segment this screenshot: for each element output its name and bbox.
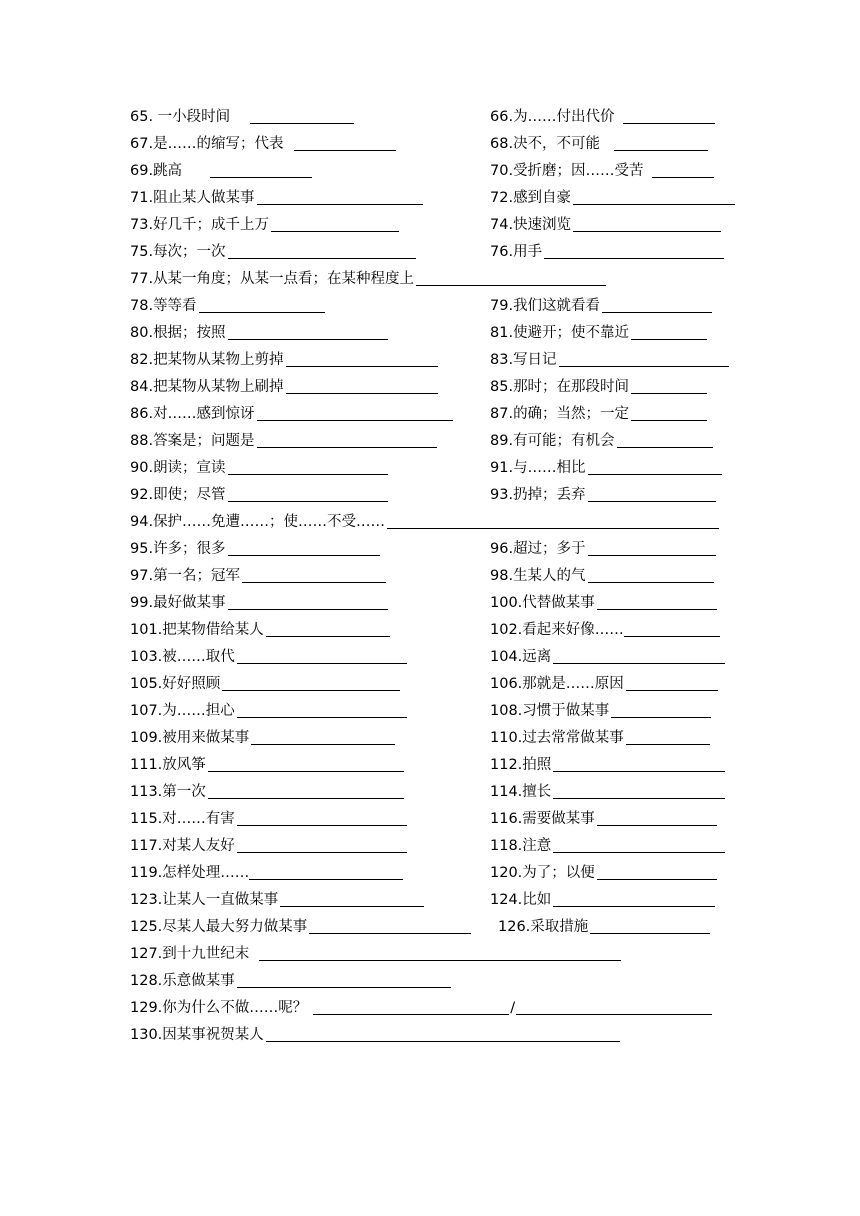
answer-blank[interactable] [631,420,707,421]
item-number: 110. [490,730,523,746]
item-number: 85. [490,379,514,395]
list-item [130,748,404,775]
answer-blank[interactable] [553,798,725,799]
item-text: 决不，不可能 [513,136,601,152]
item-number: 76. [490,244,514,260]
item-number: 86. [130,406,154,422]
answer-blank[interactable] [286,366,438,367]
item-text: 生某人的气 [513,568,586,584]
item-text: 从某一角度；从某一点看；在某种程度上 [153,271,415,287]
item-text: 那时；在那段时间 [513,379,630,395]
item-text: 为……担心 [162,703,235,719]
item-text: 把某物从某物上刷掉 [153,379,284,395]
answer-blank[interactable] [237,852,407,853]
item-number: 107. [130,703,163,719]
list-item [490,397,707,424]
item-number: 77. [130,271,154,287]
answer-blank[interactable] [313,1014,509,1015]
item-number: 73. [130,217,154,233]
answer-blank[interactable] [516,1014,712,1015]
list-item [130,613,390,640]
list-item [130,964,451,991]
item-number: 70. [490,163,514,179]
answer-blank[interactable] [590,933,710,934]
list-item [490,451,722,478]
item-number: 74. [490,217,514,233]
list-item [130,667,400,694]
item-text: 等等看 [153,298,197,314]
answer-blank[interactable] [257,204,423,205]
answer-blank[interactable] [597,609,717,610]
list-item [490,775,725,802]
item-number: 119. [130,865,163,881]
list-item [490,613,720,640]
slash-separator: / [510,1000,516,1016]
item-number: 68. [490,136,514,152]
item-text: 第一次 [162,784,206,800]
item-number: 87. [490,406,514,422]
item-text: 有可能；有机会 [513,433,615,449]
answer-blank[interactable] [257,447,437,448]
item-text: 习惯于做某事 [522,703,610,719]
item-number: 102. [490,622,523,638]
item-text: 用手 [513,244,543,260]
list-item [130,505,719,532]
answer-blank[interactable] [588,474,722,475]
item-number: 123. [130,892,163,908]
answer-blank[interactable] [652,177,714,178]
item-number: 92. [130,487,154,503]
list-item [130,127,396,154]
item-number: 126. [498,919,531,935]
item-text: 那就是……原因 [522,676,624,692]
item-text: 过去常常做某事 [522,730,624,746]
item-text: 朗读；宣读 [153,460,226,476]
answer-blank[interactable] [228,609,388,610]
item-number: 72. [490,190,514,206]
item-number: 98. [490,568,514,584]
item-text: 保护……免遭……；使……不受…… [153,514,386,530]
answer-blank[interactable] [250,123,354,124]
answer-blank[interactable] [237,717,407,718]
item-text: 看起来好像…… [522,622,624,638]
answer-blank[interactable] [271,231,399,232]
list-item [490,721,710,748]
item-text: 为……付出代价 [513,109,615,125]
answer-blank[interactable] [626,690,718,691]
item-text: 好几千；成千上万 [153,217,270,233]
item-text: 最好做某事 [153,595,226,611]
list-item [490,532,716,559]
answer-blank[interactable] [286,393,438,394]
item-text: 因某事祝贺某人 [162,1027,264,1043]
item-number: 66. [490,109,514,125]
answer-blank[interactable] [237,825,407,826]
item-text: 快速浏览 [513,217,572,233]
item-number: 106. [490,676,523,692]
list-item [130,883,424,910]
list-item [130,721,395,748]
answer-blank[interactable] [553,906,715,907]
item-number: 95. [130,541,154,557]
answer-blank[interactable] [257,420,453,421]
answer-blank[interactable] [237,987,451,988]
list-item [490,559,714,586]
item-number: 120. [490,865,523,881]
item-text: 使避开；使不靠近 [513,325,630,341]
item-text: 好好照顾 [162,676,221,692]
list-item [130,262,606,289]
item-text: 远离 [522,649,552,665]
item-text: 与……相比 [513,460,586,476]
list-item [490,370,707,397]
list-item [490,127,708,154]
item-number: 89. [490,433,514,449]
answer-blank[interactable] [626,744,710,745]
answer-blank[interactable] [602,312,712,313]
item-text: 扔掉；丢弃 [513,487,586,503]
answer-blank[interactable] [294,150,396,151]
list-item [130,424,437,451]
list-item [130,154,312,181]
answer-blank[interactable] [553,852,725,853]
item-number: 101. [130,622,163,638]
list-item [130,181,423,208]
answer-blank[interactable] [617,447,713,448]
item-number: 80. [130,325,154,341]
answer-blank[interactable] [597,879,717,880]
list-item [130,856,403,883]
list-item [490,100,715,127]
answer-blank[interactable] [228,555,380,556]
list-item [130,910,471,937]
item-number: 96. [490,541,514,557]
item-number: 114. [490,784,523,800]
list-item [130,802,407,829]
item-number: 82. [130,352,154,368]
item-text: 放风筝 [162,757,206,773]
item-number: 117. [130,838,163,854]
item-number: 93. [490,487,514,503]
answer-blank[interactable] [251,744,395,745]
item-text: 乐意做某事 [162,973,235,989]
list-item [130,208,399,235]
item-number: 100. [490,595,523,611]
item-number: 84. [130,379,154,395]
list-item [130,316,388,343]
item-number: 116. [490,811,523,827]
item-text: 擅长 [522,784,552,800]
list-item [130,829,407,856]
list-item [130,694,407,721]
answer-blank[interactable] [631,339,707,340]
answer-blank[interactable] [266,636,390,637]
answer-blank[interactable] [544,258,724,259]
item-number: 67. [130,136,154,152]
answer-blank[interactable] [242,582,386,583]
item-number: 103. [130,649,163,665]
answer-blank[interactable] [553,663,725,664]
item-text: 超过；多于 [513,541,586,557]
answer-blank[interactable] [631,393,707,394]
list-item [130,478,388,505]
item-text: 阻止某人做某事 [153,190,255,206]
item-text: 对……感到惊讶 [153,406,255,422]
item-text: 受折磨；因……受苦 [513,163,644,179]
answer-blank[interactable] [208,771,404,772]
answer-blank[interactable] [624,636,720,637]
item-number: 128. [130,973,163,989]
item-text: 你为什么不做……呢？ [162,1000,308,1016]
item-number: 90. [130,460,154,476]
item-text: 需要做某事 [522,811,595,827]
item-number: 129. [130,1000,163,1016]
list-item [490,154,714,181]
item-text: 怎样处理…… [162,865,250,881]
list-item [490,208,721,235]
answer-blank[interactable] [208,798,404,799]
answer-blank[interactable] [237,663,407,664]
answer-blank[interactable] [210,177,312,178]
item-text: 是……的缩写；代表 [153,136,284,152]
list-item [130,532,380,559]
item-text: 感到自豪 [513,190,572,206]
list-item [490,289,712,316]
item-text: 被用来做某事 [162,730,250,746]
answer-blank[interactable] [228,501,388,502]
list-item [130,235,416,262]
answer-blank[interactable] [228,258,416,259]
answer-blank[interactable] [623,123,715,124]
list-item [130,991,712,1018]
item-text: 拍照 [522,757,552,773]
answer-blank[interactable] [387,528,719,529]
list-item [490,640,725,667]
list-item [490,343,729,370]
item-number: 75. [130,244,154,260]
item-number: 115. [130,811,163,827]
list-item [130,100,354,127]
item-number: 88. [130,433,154,449]
answer-blank[interactable] [588,501,716,502]
item-text: 到十九世纪末 [162,946,250,962]
list-item [490,856,717,883]
list-item [490,586,717,613]
list-item [490,748,725,775]
item-number: 65. [130,109,154,125]
item-number: 71. [130,190,154,206]
item-number: 91. [490,460,514,476]
answer-blank[interactable] [199,312,325,313]
answer-blank[interactable] [416,285,606,286]
list-item [490,802,717,829]
item-text: 把某物借给某人 [162,622,264,638]
item-number: 94. [130,514,154,530]
answer-blank[interactable] [553,771,725,772]
answer-blank[interactable] [259,960,621,961]
item-number: 79. [490,298,514,314]
list-item [490,883,715,910]
item-text: 比如 [522,892,552,908]
item-number: 109. [130,730,163,746]
item-number: 78. [130,298,154,314]
list-item [130,451,388,478]
list-item [130,937,621,964]
item-number: 97. [130,568,154,584]
item-text: 让某人一直做某事 [162,892,279,908]
item-number: 108. [490,703,523,719]
answer-blank[interactable] [573,231,721,232]
item-text: 对某人友好 [162,838,235,854]
list-item [130,775,404,802]
list-item [498,910,710,937]
list-item [490,694,711,721]
item-number: 118. [490,838,523,854]
item-text: 把某物从某物上剪掉 [153,352,284,368]
item-number: 112. [490,757,523,773]
item-text: 第一名；冠军 [153,568,241,584]
answer-blank[interactable] [309,933,471,934]
item-text: 尽某人最大努力做某事 [162,919,308,935]
answer-blank[interactable] [228,339,388,340]
item-number: 104. [490,649,523,665]
list-item [130,586,388,613]
item-text: 代替做某事 [522,595,595,611]
list-item [490,181,735,208]
item-number: 111. [130,757,163,773]
item-number: 113. [130,784,163,800]
answer-blank[interactable] [228,474,388,475]
item-number: 81. [490,325,514,341]
answer-blank[interactable] [222,690,400,691]
answer-blank[interactable] [614,150,708,151]
item-text: 对……有害 [162,811,235,827]
item-text: 一小段时间 [153,109,231,125]
list-item [490,316,707,343]
list-item [490,424,713,451]
item-text: 我们这就看看 [513,298,601,314]
item-number: 99. [130,595,154,611]
answer-blank[interactable] [266,1041,620,1042]
item-number: 125. [130,919,163,935]
list-item [130,640,407,667]
item-text: 写日记 [513,352,557,368]
item-number: 124. [490,892,523,908]
item-number: 130. [130,1027,163,1043]
list-item [490,667,718,694]
answer-blank[interactable] [611,717,711,718]
answer-blank[interactable] [597,825,717,826]
answer-blank[interactable] [249,879,403,880]
item-number: 83. [490,352,514,368]
item-number: 105. [130,676,163,692]
item-text: 被……取代 [162,649,235,665]
item-text: 每次；一次 [153,244,226,260]
item-text: 的确；当然；一定 [513,406,630,422]
list-item [130,1018,620,1045]
item-text: 答案是；问题是 [153,433,255,449]
item-text: 为了；以便 [522,865,595,881]
list-item [130,559,386,586]
list-item [130,343,438,370]
answer-blank[interactable] [588,582,714,583]
item-text: 注意 [522,838,552,854]
list-item [130,370,438,397]
item-text: 根据；按照 [153,325,226,341]
list-item [130,397,453,424]
item-text: 跳高 [153,163,183,179]
answer-blank[interactable] [280,906,424,907]
item-text: 采取措施 [530,919,589,935]
item-text: 即使；尽管 [153,487,226,503]
item-number: 69. [130,163,154,179]
answer-blank[interactable] [588,555,716,556]
list-item [490,829,725,856]
item-number: 127. [130,946,163,962]
answer-blank[interactable] [573,204,735,205]
item-text: 许多；很多 [153,541,226,557]
list-item [490,235,724,262]
list-item [130,289,325,316]
list-item [490,478,716,505]
answer-blank[interactable] [559,366,729,367]
